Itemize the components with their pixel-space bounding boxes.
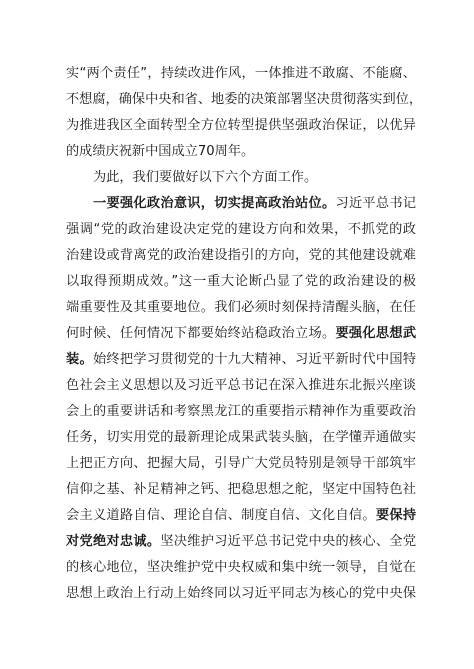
text-line: [66, 555, 416, 581]
text-run: 任务，切实用党的最新理论成果武装头脑，在学懂弄通做实: [66, 430, 416, 445]
text-line: [66, 139, 416, 165]
text-run: 不想腐，确保中央和省、地委的决策部署坚决贯彻落实到位，: [66, 92, 423, 107]
text-line: [66, 243, 416, 269]
bold-heading: 一要强化政治意识，切实提高政治站位。: [93, 196, 336, 211]
text-run: 思想上政治上行动上始终同以习近平同志为核心的党中央保: [66, 586, 416, 601]
text-run: 上把正方向、把握大局，引导广大党员特别是领导干部筑牢: [66, 456, 416, 471]
text-run: 的成绩庆祝新中国成立70周年。: [66, 144, 255, 159]
text-line: [66, 529, 416, 555]
text-line: [66, 191, 416, 217]
text-line: [66, 87, 423, 113]
text-line: [66, 347, 416, 373]
text-line: [66, 451, 416, 477]
text-run: 的核心地位，坚决维护党中央权威和集中统一领导，自觉在: [66, 560, 416, 575]
text-run: 何时候、任何情况下都要始终站稳政治立场。: [66, 326, 336, 341]
text-line: [66, 399, 416, 425]
document-page: [66, 61, 423, 607]
text-run: 坚决维护习近平总书记党中央的核心、全党: [160, 534, 417, 549]
text-line: [66, 503, 416, 529]
text-run: 强调“党的政治建设决定党的建设方向和效果，不抓党的政: [66, 222, 416, 237]
text-line: [66, 165, 416, 191]
bold-heading: 装。: [66, 352, 93, 367]
text-line: [66, 425, 416, 451]
text-line: [66, 295, 416, 321]
text-run: 治建设或背离党的政治建设指引的方向，党的其他建设就难: [66, 248, 416, 263]
text-run: 实“两个责任”，持续改进作风，一体推进不敢腐、不能腐、: [66, 66, 416, 81]
text-run: 习近平总书记: [335, 196, 417, 211]
text-run: 为推进我区全面转型全方位转型提供坚强政治保证，以优异: [66, 118, 416, 133]
text-run: 以取得预期成效。”这一重大论断凸显了党的政治建设的极: [66, 274, 416, 289]
text-run: 始终把学习贯彻党的十九大精神、习近平新时代中国特: [92, 352, 417, 367]
text-line: [66, 581, 416, 607]
bold-heading: 要保持: [375, 508, 417, 523]
text-run: 色社会主义思想以及习近平总书记在深入推进东北振兴座谈: [66, 378, 416, 393]
text-line: [66, 61, 416, 87]
text-line: [66, 321, 416, 347]
text-line: [66, 477, 416, 503]
text-line: [66, 113, 416, 139]
text-run: 会上的重要讲话和考察黑龙江的重要指示精神作为重要政治: [66, 404, 416, 419]
bold-heading: 对党绝对忠诚。: [66, 534, 161, 549]
text-line: [66, 217, 416, 243]
text-line: [66, 373, 416, 399]
text-run: 端重要性及其重要地位。我们必须时刻保持清醒头脑，在任: [66, 300, 416, 315]
bold-heading: 要强化思想武: [335, 326, 417, 341]
text-line: [66, 269, 416, 295]
text-run: 为此，我们要做好以下六个方面工作。: [93, 170, 318, 185]
text-run: 会主义道路自信、理论自信、制度自信、文化自信。: [66, 508, 376, 523]
text-run: 信仰之基、补足精神之钙、把稳思想之舵，坚定中国特色社: [66, 482, 416, 497]
